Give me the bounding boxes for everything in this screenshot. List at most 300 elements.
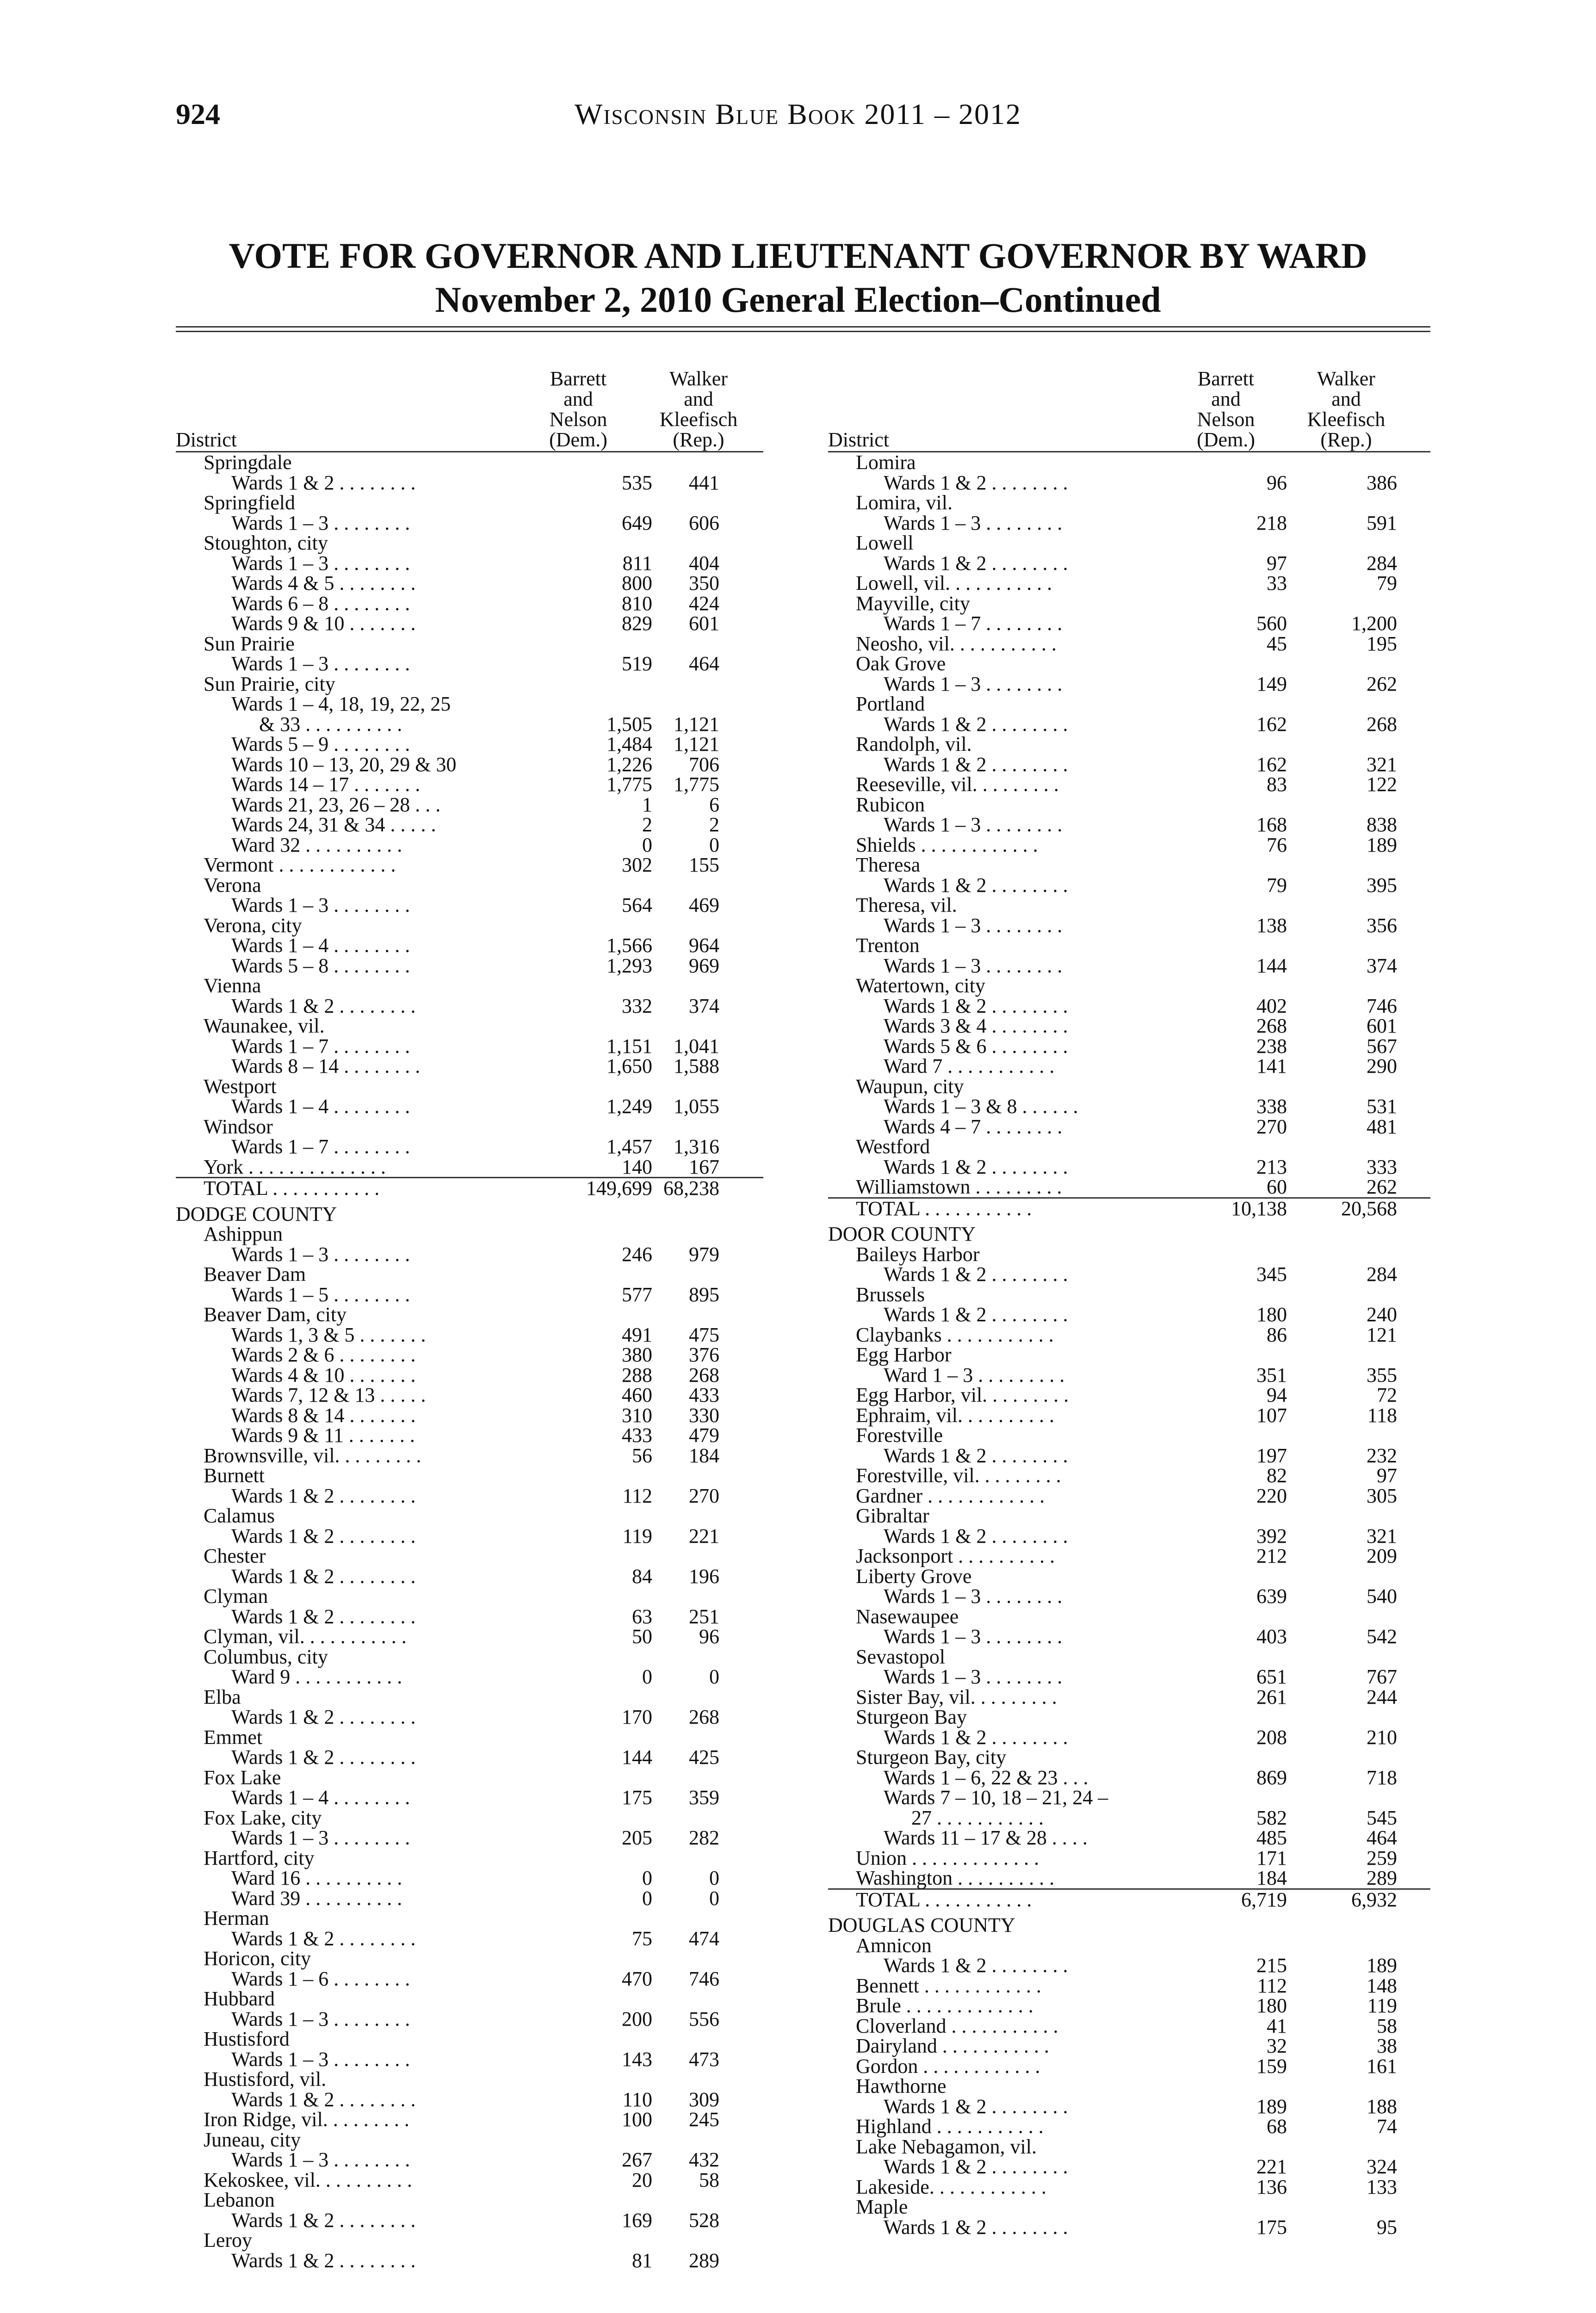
- district-label: Washington . . . . . . . . . .: [856, 1867, 1055, 1889]
- walker-votes: 0: [709, 833, 719, 856]
- district-label: Brule . . . . . . . . . . . . .: [856, 1994, 1033, 2017]
- table-row: [176, 1566, 763, 1587]
- table-row: [176, 1076, 763, 1097]
- barrett-votes: 144: [622, 1746, 652, 1769]
- district-label: Sun Prairie, city: [204, 672, 335, 695]
- district-label: Windsor: [204, 1115, 273, 1138]
- barrett-votes: 6,719: [1241, 1888, 1287, 1911]
- walker-votes: 540: [1367, 1585, 1397, 1608]
- barrett-votes: 577: [622, 1283, 652, 1306]
- barrett-votes: 200: [622, 2007, 652, 2030]
- district-label: Sister Bay, vil. . . . . . . . .: [856, 1685, 1057, 1708]
- barrett-votes: 1,505: [606, 712, 652, 736]
- barrett-votes: 460: [622, 1384, 652, 1406]
- table-row: [828, 1566, 1430, 1587]
- table-row: [176, 694, 763, 714]
- district-label: Wards 24, 31 & 34 . . . . .: [231, 813, 436, 836]
- left-column-table: [176, 345, 763, 2270]
- walker-votes: 542: [1367, 1625, 1397, 1648]
- district-label: Dairyland . . . . . . . . . . .: [856, 2035, 1049, 2057]
- walker-votes: 118: [1367, 1404, 1397, 1427]
- table-row: [828, 996, 1430, 1016]
- district-label: Hubbard: [204, 1987, 275, 2010]
- walker-votes: 1,316: [674, 1135, 719, 1158]
- barrett-votes: 56: [632, 1444, 652, 1467]
- walker-votes: 209: [1367, 1545, 1397, 1567]
- district-label: Kekoskee, vil. . . . . . . . . .: [204, 2168, 412, 2191]
- walker-votes: 240: [1367, 1303, 1397, 1326]
- table-row: [828, 734, 1430, 755]
- barrett-votes: 100: [622, 2108, 652, 2131]
- table-row: [828, 1405, 1430, 1426]
- walker-votes: 746: [689, 1967, 719, 1990]
- table-row: [828, 1285, 1430, 1305]
- district-label: Vienna: [204, 974, 261, 997]
- walker-votes: 601: [1367, 1014, 1397, 1037]
- walker-votes: 245: [689, 2108, 719, 2131]
- district-label: Horicon, city: [204, 1947, 311, 1970]
- walker-votes: 359: [689, 1786, 719, 1809]
- district-label: Oak Grove: [856, 652, 946, 675]
- walker-votes: 350: [689, 572, 719, 594]
- walker-votes: 189: [1367, 833, 1397, 856]
- district-label: Nasewaupee: [856, 1605, 959, 1628]
- walker-votes: 321: [1367, 753, 1397, 776]
- district-label: Ward 39 . . . . . . . . . .: [231, 1886, 402, 1910]
- table-row: [176, 1969, 763, 1989]
- table-row: [176, 1848, 763, 1868]
- walker-votes: 767: [1367, 1665, 1397, 1688]
- district-label: Shields . . . . . . . . . . . .: [856, 833, 1038, 856]
- table-row: [176, 1929, 763, 1949]
- walker-votes: 718: [1367, 1766, 1397, 1789]
- barrett-votes: 402: [1256, 994, 1287, 1017]
- district-label: Wards 4 – 7 . . . . . . . .: [884, 1115, 1063, 1138]
- walker-votes: 473: [689, 2047, 719, 2071]
- district-label: Liberty Grove: [856, 1565, 972, 1588]
- walker-votes: 96: [699, 1625, 719, 1648]
- district-label: Wards 3 & 4 . . . . . . . .: [884, 1014, 1068, 1037]
- district-label: Hawthorne: [856, 2075, 946, 2097]
- table-row: [176, 1908, 763, 1929]
- district-label: TOTAL . . . . . . . . . . .: [856, 1888, 1032, 1911]
- district-label: Ephraim, vil. . . . . . . . . .: [856, 1404, 1054, 1427]
- county-heading-row: [828, 1224, 1430, 1244]
- title-line-2: November 2, 2010 General Election–Continued: [435, 279, 1161, 320]
- table-row: [828, 855, 1430, 875]
- table-row: [828, 915, 1430, 936]
- district-label: Portland: [856, 693, 925, 715]
- walker-votes: 289: [1367, 1867, 1397, 1889]
- table-row: [176, 935, 763, 956]
- table-row: [176, 956, 763, 976]
- district-label: Iron Ridge, vil. . . . . . . . .: [204, 2108, 409, 2131]
- table-row: [828, 533, 1430, 553]
- table-row: [176, 815, 763, 835]
- table-row: [176, 1747, 763, 1768]
- district-label: Chester: [204, 1545, 266, 1567]
- district-label: Wards 1 – 6, 22 & 23 . . .: [884, 1766, 1089, 1789]
- table-row: [176, 1056, 763, 1076]
- table-row: [176, 1096, 763, 1117]
- header-barrett: Barrett and Nelson (Dem.): [549, 367, 607, 451]
- district-label: Wards 1 & 2 . . . . . . . .: [884, 873, 1068, 897]
- district-label: Wards 1 – 4 . . . . . . . .: [231, 1095, 410, 1118]
- walker-votes: 481: [1367, 1115, 1397, 1138]
- district-label: Hartford, city: [204, 1846, 315, 1869]
- walker-votes: 556: [689, 2007, 719, 2030]
- barrett-votes: 380: [622, 1343, 652, 1366]
- table-row: [176, 2009, 763, 2029]
- table-row: [176, 533, 763, 553]
- barrett-votes: 288: [622, 1363, 652, 1386]
- table-row: [828, 1305, 1430, 1325]
- walker-votes: 79: [1377, 572, 1397, 594]
- walker-votes: 969: [689, 954, 719, 977]
- table-row: [828, 714, 1430, 735]
- barrett-votes: 197: [1256, 1444, 1287, 1467]
- table-row: [828, 1056, 1430, 1076]
- table-row: [828, 2097, 1430, 2117]
- walker-votes: 133: [1367, 2175, 1397, 2198]
- district-label: Hustisford: [204, 2028, 290, 2050]
- table-row: [176, 1647, 763, 1667]
- district-label: Wards 1 – 5 . . . . . . . .: [231, 1283, 410, 1306]
- table-row: [176, 1446, 763, 1466]
- barrett-votes: 1,293: [606, 954, 652, 977]
- district-label: Ward 1 – 3 . . . . . . . . .: [884, 1363, 1065, 1386]
- district-label: Burnett: [204, 1464, 265, 1487]
- district-label: Williamstown . . . . . . . . .: [856, 1175, 1062, 1198]
- barrett-votes: 75: [632, 1927, 652, 1950]
- table-row: [828, 573, 1430, 594]
- walker-votes: 268: [689, 1706, 719, 1728]
- district-label: Wards 1 – 3 . . . . . . . .: [231, 894, 410, 916]
- barrett-votes: 171: [1256, 1846, 1287, 1869]
- table-row: [176, 1036, 763, 1057]
- district-label: Sturgeon Bay, city: [856, 1746, 1007, 1769]
- district-label: Wards 14 – 17 . . . . . . .: [231, 773, 421, 796]
- table-row: [176, 996, 763, 1016]
- district-label: Wards 1 – 7 . . . . . . . .: [231, 1034, 410, 1058]
- table-row: [176, 1405, 763, 1426]
- district-label: Theresa: [856, 853, 921, 876]
- table-row: [176, 1244, 763, 1265]
- barrett-votes: 68: [1267, 2115, 1287, 2138]
- barrett-votes: 136: [1256, 2175, 1287, 2198]
- walker-votes: 567: [1367, 1034, 1397, 1058]
- walker-votes: 262: [1367, 672, 1397, 695]
- district-label: Wards 1 & 2 . . . . . . . .: [231, 1484, 416, 1507]
- barrett-votes: 270: [1256, 1115, 1287, 1138]
- barrett-votes: 138: [1256, 914, 1287, 937]
- walker-votes: 0: [709, 1867, 719, 1889]
- barrett-votes: 345: [1256, 1263, 1287, 1286]
- barrett-votes: 639: [1256, 1585, 1287, 1608]
- walker-votes: 432: [689, 2148, 719, 2171]
- barrett-votes: 20: [632, 2168, 652, 2191]
- district-label: Wards 1 – 3 . . . . . . . .: [884, 813, 1063, 836]
- district-label: Wards 10 – 13, 20, 29 & 30: [231, 753, 457, 776]
- district-label: Lebanon: [204, 2189, 275, 2211]
- barrett-votes: 2: [642, 813, 652, 836]
- barrett-votes: 94: [1267, 1384, 1287, 1406]
- table-row: [828, 2157, 1430, 2177]
- barrett-votes: 60: [1267, 1175, 1287, 1198]
- table-row: [176, 1687, 763, 1707]
- barrett-votes: 0: [642, 833, 652, 856]
- walker-votes: 404: [689, 551, 719, 575]
- district-label: Westford: [856, 1135, 930, 1158]
- table-row: [176, 594, 763, 614]
- walker-votes: 2: [709, 813, 719, 836]
- district-label: Wards 1 & 2 . . . . . . . .: [884, 1954, 1068, 1977]
- district-label: Rubicon: [856, 793, 925, 816]
- table-row: [828, 1828, 1430, 1848]
- page-title: [0, 234, 1596, 322]
- district-label: Columbus, city: [204, 1645, 328, 1668]
- barrett-votes: 76: [1267, 833, 1287, 856]
- barrett-votes: 220: [1256, 1484, 1287, 1507]
- district-label: Wards 1 & 2 . . . . . . . .: [231, 2088, 416, 2111]
- table-row: [828, 2116, 1430, 2137]
- table-row: [176, 613, 763, 634]
- barrett-votes: 41: [1267, 2014, 1287, 2037]
- barrett-votes: 33: [1267, 572, 1287, 594]
- district-label: Baileys Harbor: [856, 1243, 980, 1266]
- table-row: [828, 815, 1430, 835]
- district-label: Wards 1 & 2 . . . . . . . .: [884, 1524, 1068, 1547]
- title-rule-top: [176, 326, 1430, 328]
- barrett-votes: 564: [622, 894, 652, 916]
- district-label: DOUGLAS COUNTY: [828, 1914, 1015, 1936]
- walker-votes: 251: [689, 1605, 719, 1628]
- table-row: [828, 774, 1430, 795]
- table-row: [828, 1425, 1430, 1446]
- district-label: Watertown, city: [856, 974, 985, 997]
- walker-votes: 305: [1367, 1484, 1397, 1507]
- district-label: Wards 1 – 3 . . . . . . . .: [231, 2047, 410, 2071]
- district-label: Wards 8 & 14 . . . . . . .: [231, 1404, 416, 1427]
- table-row: [828, 1546, 1430, 1566]
- table-row: [828, 835, 1430, 855]
- barrett-votes: 170: [622, 1706, 652, 1728]
- district-label: Wards 1 & 2 . . . . . . . .: [884, 1263, 1068, 1286]
- walker-votes: 531: [1367, 1095, 1397, 1118]
- district-label: Ward 9 . . . . . . . . . . .: [231, 1665, 402, 1688]
- table-row: [176, 452, 763, 473]
- walker-votes: 95: [1377, 2215, 1397, 2239]
- table-row: [828, 2076, 1430, 2097]
- walker-votes: 528: [689, 2208, 719, 2232]
- district-label: Wards 1 & 2 . . . . . . . .: [884, 2095, 1068, 2118]
- table-row: [176, 2029, 763, 2049]
- district-label: Wards 9 & 10 . . . . . . .: [231, 612, 416, 635]
- table-row: [828, 1325, 1430, 1345]
- district-label: Wards 1 & 2 . . . . . . . .: [231, 2249, 416, 2272]
- barrett-votes: 144: [1256, 954, 1287, 977]
- district-label: TOTAL . . . . . . . . . . .: [204, 1177, 380, 1200]
- barrett-votes: 811: [622, 551, 652, 575]
- barrett-votes: 1,484: [606, 733, 652, 755]
- table-row: [828, 1177, 1430, 1199]
- table-row: [176, 1325, 763, 1345]
- table-row: [176, 1157, 763, 1179]
- district-label: Springdale: [204, 451, 292, 474]
- district-label: Wards 1 & 2 . . . . . . . .: [884, 712, 1068, 736]
- table-row: [176, 654, 763, 674]
- walker-votes: 97: [1377, 1464, 1397, 1487]
- district-label: Wards 1 & 2 . . . . . . . .: [884, 2155, 1068, 2178]
- table-row: [176, 1506, 763, 1526]
- barrett-votes: 140: [622, 1155, 652, 1178]
- district-label: Hustisford, vil.: [204, 2068, 327, 2090]
- walker-votes: 746: [1367, 994, 1397, 1017]
- barrett-votes: 649: [622, 511, 652, 534]
- district-label: Wards 1 – 3 . . . . . . . .: [231, 1826, 410, 1849]
- barrett-votes: 159: [1256, 2054, 1287, 2078]
- district-label: Wards 1 & 2 . . . . . . . .: [231, 994, 416, 1017]
- table-row: [176, 1345, 763, 1365]
- walker-votes: 356: [1367, 914, 1397, 937]
- table-row: [828, 1016, 1430, 1036]
- barrett-votes: 338: [1256, 1095, 1287, 1118]
- district-label: Wards 1 & 2 . . . . . . . .: [884, 471, 1068, 494]
- district-label: Maple: [856, 2195, 908, 2218]
- table-row: [828, 613, 1430, 634]
- table-row: [176, 1828, 763, 1848]
- district-label: Cloverland . . . . . . . . . . .: [856, 2014, 1058, 2037]
- walker-votes: 268: [689, 1363, 719, 1386]
- district-label: Waunakee, vil.: [204, 1014, 325, 1037]
- barrett-votes: 433: [622, 1424, 652, 1447]
- table-row: [828, 976, 1430, 996]
- table-row: [828, 956, 1430, 976]
- table-row: [828, 755, 1430, 775]
- district-label: Emmet: [204, 1725, 263, 1749]
- barrett-votes: 1,775: [606, 773, 652, 796]
- district-label: Trenton: [856, 934, 920, 957]
- table-row: [828, 1667, 1430, 1687]
- walker-votes: 1,041: [674, 1034, 719, 1058]
- barrett-votes: 82: [1267, 1464, 1287, 1487]
- district-label: Neosho, vil. . . . . . . . . . .: [856, 632, 1057, 655]
- table-row: [176, 795, 763, 815]
- district-label: Fox Lake, city: [204, 1806, 322, 1829]
- district-label: Clyman, vil. . . . . . . . . . .: [204, 1625, 407, 1648]
- district-label: Egg Harbor: [856, 1343, 952, 1366]
- table-row: [176, 2049, 763, 2070]
- barrett-votes: 162: [1256, 753, 1287, 776]
- table-row: [828, 1707, 1430, 1727]
- walker-votes: 290: [1367, 1055, 1397, 1077]
- barrett-votes: 238: [1256, 1034, 1287, 1058]
- barrett-votes: 268: [1256, 1014, 1287, 1037]
- district-label: Wards 1 – 6 . . . . . . . .: [231, 1967, 410, 1990]
- walker-votes: 1,121: [674, 712, 719, 736]
- barrett-votes: 10,138: [1231, 1197, 1287, 1220]
- table-row: [828, 1264, 1430, 1285]
- district-label: Ashippun: [204, 1223, 283, 1245]
- barrett-votes: 32: [1267, 2035, 1287, 2057]
- barrett-votes: 168: [1256, 813, 1287, 836]
- barrett-votes: 213: [1256, 1155, 1287, 1178]
- table-row: [828, 452, 1430, 473]
- district-label: Wards 1 & 2 . . . . . . . .: [884, 1303, 1068, 1326]
- table-row: [828, 473, 1430, 493]
- table-row: [828, 1727, 1430, 1748]
- table-row: [828, 1506, 1430, 1526]
- district-label: Lowell: [856, 532, 914, 554]
- walker-votes: 259: [1367, 1846, 1397, 1869]
- table-row: [828, 654, 1430, 674]
- district-label: York . . . . . . . . . . . . . .: [204, 1155, 386, 1178]
- district-label: Beaver Dam, city: [204, 1303, 347, 1326]
- district-label: Wards 1 – 3 . . . . . . . .: [884, 672, 1063, 695]
- district-label: DODGE COUNTY: [176, 1202, 337, 1225]
- table-row: [828, 1787, 1430, 1808]
- county-heading-row: [828, 1915, 1430, 1936]
- barrett-votes: 519: [622, 652, 652, 675]
- walker-votes: 324: [1367, 2155, 1397, 2178]
- district-label: Wards 1 – 3 . . . . . . . .: [884, 1625, 1063, 1648]
- table-row: [176, 634, 763, 654]
- walker-votes: 38: [1377, 2035, 1397, 2057]
- district-label: Springfield: [204, 491, 295, 514]
- district-label: Wards 1, 3 & 5 . . . . . . .: [231, 1323, 426, 1346]
- walker-votes: 121: [1367, 1323, 1397, 1346]
- walker-votes: 1,055: [674, 1095, 719, 1118]
- walker-votes: 464: [689, 652, 719, 675]
- walker-votes: 221: [689, 1524, 719, 1547]
- table-row: [828, 1687, 1430, 1707]
- table-row: [828, 1199, 1430, 1219]
- walker-votes: 474: [689, 1927, 719, 1950]
- walker-votes: 58: [699, 2168, 719, 2191]
- barrett-votes: 1,457: [606, 1135, 652, 1158]
- walker-votes: 284: [1367, 1263, 1397, 1286]
- barrett-votes: 582: [1256, 1806, 1287, 1829]
- table-row: [828, 1955, 1430, 1976]
- barrett-votes: 351: [1256, 1363, 1287, 1386]
- table-row: [828, 2016, 1430, 2036]
- barrett-votes: 119: [622, 1524, 652, 1547]
- walker-votes: 284: [1367, 551, 1397, 575]
- walker-votes: 425: [689, 1746, 719, 1769]
- barrett-votes: 180: [1256, 1994, 1287, 2017]
- table-header: [828, 345, 1430, 452]
- book-title: Wisconsin Blue Book 2011 – 2012: [575, 98, 1021, 130]
- barrett-votes: 169: [622, 2208, 652, 2232]
- district-label: Gardner . . . . . . . . . . . .: [856, 1484, 1045, 1507]
- table-row: [828, 493, 1430, 513]
- district-label: Wards 21, 23, 26 – 28 . . .: [231, 793, 441, 816]
- barrett-votes: 175: [622, 1786, 652, 1809]
- walker-votes: 433: [689, 1384, 719, 1406]
- table-row: [176, 2090, 763, 2110]
- district-label: Wards 1 & 2 . . . . . . . .: [231, 2208, 416, 2232]
- barrett-votes: 110: [622, 2088, 652, 2111]
- table-header: [176, 345, 763, 452]
- walker-votes: 68,238: [663, 1177, 719, 1200]
- barrett-votes: 184: [1256, 1867, 1287, 1889]
- district-label: Wards 1 – 3 . . . . . . . .: [231, 2007, 410, 2030]
- table-row: [176, 1586, 763, 1607]
- district-label: Wards 8 – 14 . . . . . . . .: [231, 1055, 421, 1077]
- table-row: [828, 1446, 1430, 1466]
- barrett-votes: 246: [622, 1243, 652, 1266]
- left-table-body: [176, 452, 763, 2270]
